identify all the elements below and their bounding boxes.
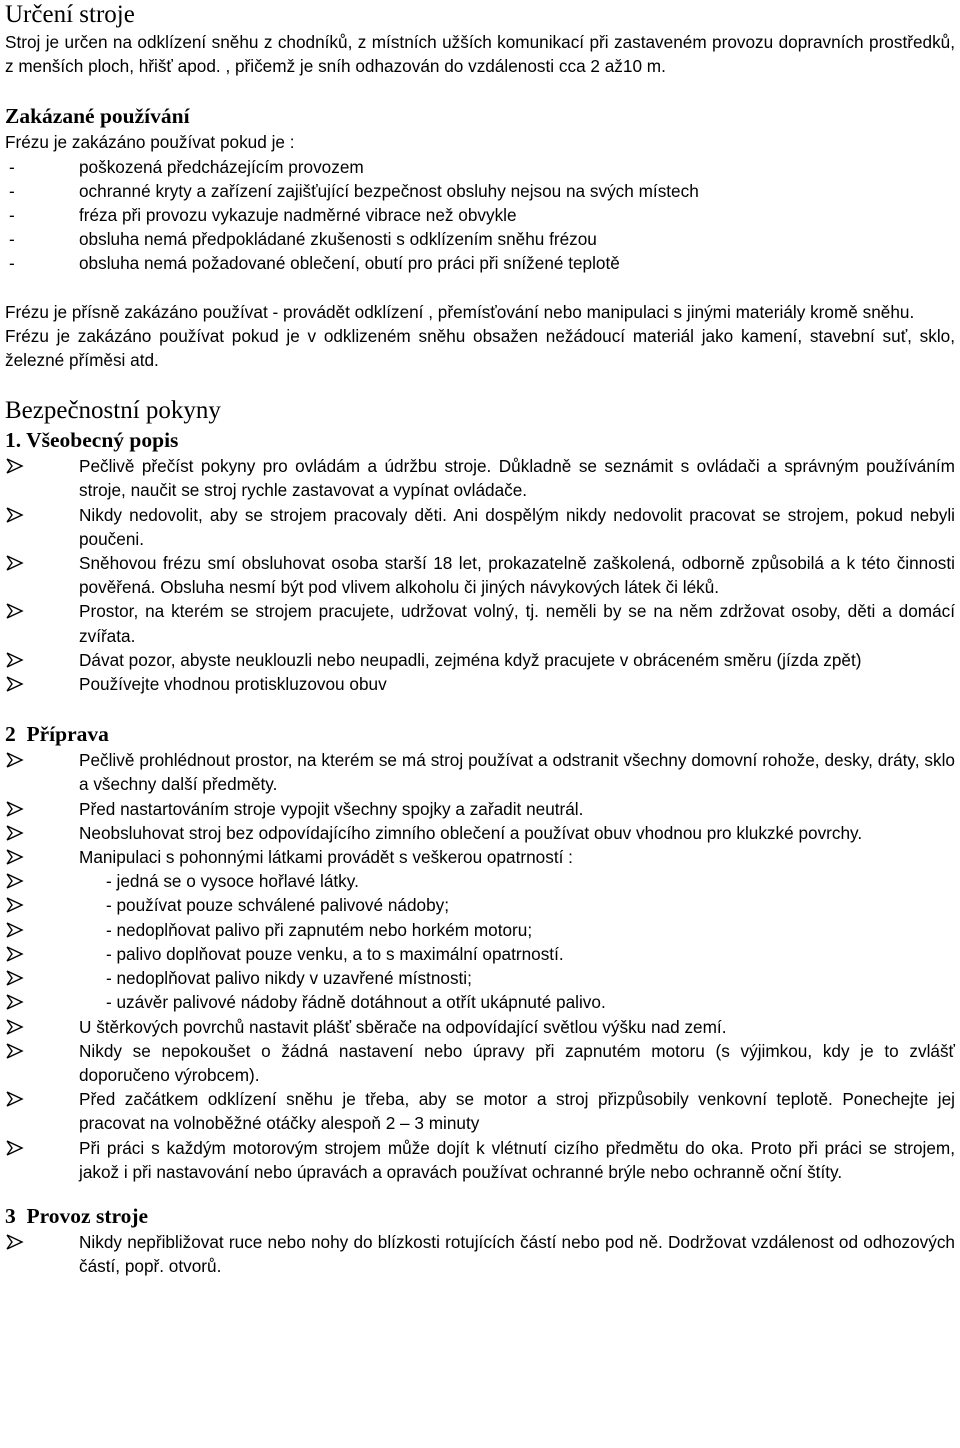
list-item: Používejte vhodnou protiskluzovou obuv [5,672,955,696]
heading-bezpecnostni-pokyny: Bezpečnostní pokyny [5,397,221,425]
arrow-bullet-icon [5,752,25,768]
arrow-list-vseobecny [5,454,955,696]
arrow-bullet-icon [5,652,25,668]
arrow-bullet-icon [5,458,25,474]
heading-provoz-stroje: 3 Provoz stroje [5,1203,149,1228]
list-subitem: - jedná se o vysoce hořlavé látky. [5,869,955,893]
list-item: Manipulaci s pohonnými látkami provádět s veškerou opatrností : [5,845,955,869]
list-item: - obsluha nemá požadované oblečení, obutí pro práci při snížené teplotě [9,253,620,274]
arrow-bullet-icon [5,1234,25,1250]
list-subitem: - palivo doplňovat pouze venku, a to s maximální opatrností. [5,942,955,966]
list-subitem: - nedoplňovat palivo při zapnutém nebo horkém motoru; [5,918,955,942]
list-subitem: - používat pouze schválené palivové nádoby; [5,893,955,917]
list-subitem: - uzávěr palivové nádoby řádně dotáhnout a otřít ukápnuté palivo. [5,990,955,1014]
heading-vseobecny-popis: 1. Všeobecný popis [5,428,179,453]
arrow-bullet-icon [5,994,25,1010]
paragraph-urceni: Stroj je určen na odklízení sněhu z chodníků, z místních užších komunikací při zastaveném provozu dopravních prostředků, z menších ploch, hřišť apod. , přičemž je sníh odhazován do vzdálenosti cca 2 až10 m. [5,32,955,77]
arrow-bullet-icon [5,849,25,865]
arrow-bullet-icon [5,873,25,889]
paragraph-zakazane-2: Frézu je zakázáno používat pokud je v odklizeném sněhu obsažen nežádoucí materiál jako kamení, stavební suť, sklo, železné příměsi atd. [5,325,955,371]
dash-list-zakazane [5,155,955,276]
list-item: Před nastartováním stroje vypojit všechny spojky a zařadit neutrál. [5,797,955,821]
arrow-bullet-icon [5,897,25,913]
arrow-bullet-icon [5,507,25,523]
list-item: Nikdy nepřibližovat ruce nebo nohy do blízkosti rotujících částí nebo pod ně. Dodržovat vzdálenost od odhozových částí, popř. otvorů. [5,1230,955,1278]
list-item: - poškozená předcházejícím provozem [9,156,364,177]
heading-zakazane-pouzivani: Zakázané používání [5,104,190,129]
list-item: Pečlivě přečíst pokyny pro ovládám a údržbu stroje. Důkladně se seznámit s ovládači a správným používáním stroje, naučit se stroj rychle zastavovat a vypínat ovládače. [5,454,955,502]
list-item: Prostor, na kterém se strojem pracujete, udržovat volný, tj. neměli by se na něm zdržovat osoby, děti a domácí zvířata. [5,599,955,647]
arrow-bullet-icon [5,801,25,817]
list-item: - fréza při provozu vykazuje nadměrné vibrace než obvykle [9,205,517,226]
paragraph-zakazane-1: Frézu je přísně zakázáno používat - provádět odklízení , přemísťování nebo manipulaci s jinými materiály kromě sněhu. [5,301,915,322]
list-item: Dávat pozor, abyste neuklouzli nebo neupadli, zejména když pracujete v obráceném směru (jízda zpět) [5,648,955,672]
arrow-bullet-icon [5,1019,25,1035]
arrow-bullet-icon [5,825,25,841]
list-item: Nikdy nedovolit, aby se strojem pracovaly děti. Ani dospělým nikdy nedovolit pracovat se strojem, pokud nebyli poučeni. [5,503,955,551]
list-item: - obsluha nemá předpokládané zkušenosti s odklízením sněhu frézou [9,229,597,250]
list-subitem: - nedoplňovat palivo nikdy v uzavřené místnosti; [5,966,955,990]
arrow-bullet-icon [5,676,25,692]
list-item: U štěrkových povrchů nastavit plášť sběrače na odpovídající světlou výšku nad zemí. [5,1015,955,1039]
list-item: Neobsluhovat stroj bez odpovídajícího zimního oblečení a používat obuv vhodnou pro klukzké povrchy. [5,821,955,845]
arrow-bullet-icon [5,1091,25,1107]
list-item: Pečlivě prohlédnout prostor, na kterém se má stroj používat a odstranit všechny domovní rohože, desky, dráty, sklo a všechny další předměty. [5,748,955,796]
arrow-bullet-icon [5,555,25,571]
arrow-bullet-icon [5,946,25,962]
paragraph-zakazane-intro: Frézu je zakázáno používat pokud je : [5,132,295,153]
heading-priprava: 2 Příprava [5,722,109,747]
list-item: Nikdy se nepokoušet o žádná nastavení nebo úpravy při zapnutém motoru (s výjimkou, kdy je to zvlášť doporučeno výrobcem). [5,1039,955,1087]
list-item: - ochranné kryty a zařízení zajišťující bezpečnost obsluhy nejsou na svých místech [9,180,699,201]
arrow-bullet-icon [5,970,25,986]
arrow-list-priprava [5,748,955,1184]
list-item: Sněhovou frézu smí obsluhovat osoba starší 18 let, prokazatelně zaškolená, odborně způsobilá a k této činnosti pověřená. Obsluha nesmí být pod vlivem alkoholu či jiných návykových látek či léků. [5,551,955,599]
heading-urceni-stroje: Určení stroje [5,1,135,28]
arrow-bullet-icon [5,603,25,619]
arrow-bullet-icon [5,922,25,938]
list-item: Při práci s každým motorovým strojem může dojít k vlétnutí cizího předmětu do oka. Proto při práci se strojem, jakož i při nastavování nebo úpravách a opravách používat ochranné brýle nebo ochranně oční štíty. [5,1136,955,1184]
list-item: Před začátkem odklízení sněhu je třeba, aby se motor a stroj přizpůsobily venkovní teplotě. Ponechejte jej pracovat na volnoběžné otáčky alespoň 2 – 3 minuty [5,1087,955,1135]
arrow-bullet-icon [5,1140,25,1156]
arrow-bullet-icon [5,1043,25,1059]
arrow-list-provoz [5,1230,955,1278]
